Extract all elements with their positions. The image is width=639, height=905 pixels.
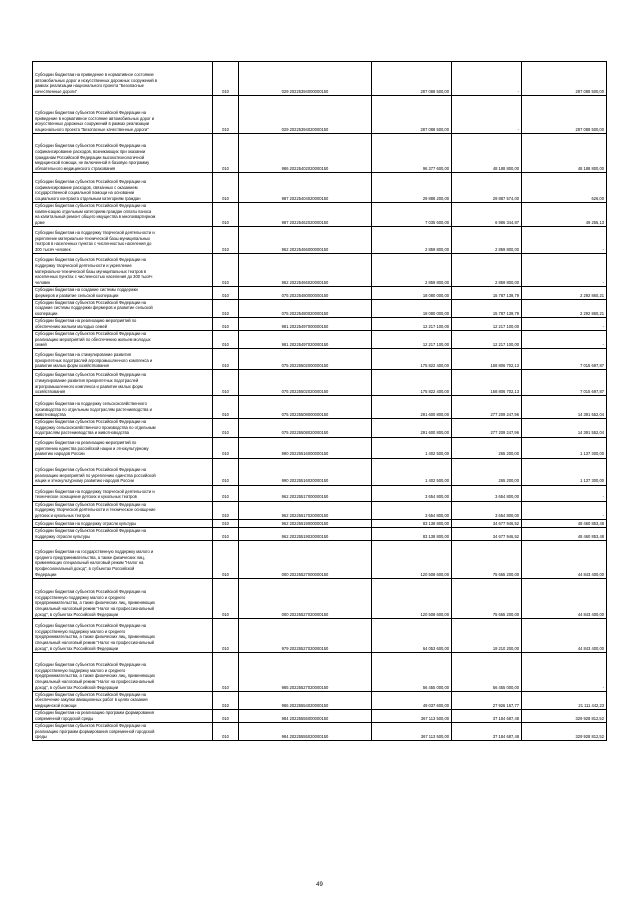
row-budget-code: 962 20225517020000150 bbox=[239, 501, 372, 519]
table-row bbox=[33, 253, 607, 286]
row-executed-amount: 19 210 200,00 bbox=[452, 618, 522, 652]
table-row bbox=[33, 226, 607, 253]
row-line-code: 010 bbox=[213, 458, 239, 485]
row-budget-code: 962 20225466020000150 bbox=[239, 253, 372, 286]
row-executed-amount: 75 665 200,00 bbox=[452, 540, 522, 578]
row-unexecuted-amount: - bbox=[522, 485, 607, 501]
row-description: Субсидии бюджетам субъектов Российской Федерации на реализацию мероприятий по укреплению единства российской нации и этнокультурному развитию народов России bbox=[33, 458, 213, 485]
table-row bbox=[33, 370, 607, 396]
row-approved-amount: 83 138 800,00 bbox=[372, 528, 452, 541]
table-row bbox=[33, 618, 607, 652]
row-executed-amount: 34 677 946,52 bbox=[452, 528, 522, 541]
row-unexecuted-amount: 7 015 697,87 bbox=[522, 370, 607, 396]
row-executed-amount: 265 200,00 bbox=[452, 458, 522, 485]
row-executed-amount: 6 986 344,87 bbox=[452, 203, 522, 227]
row-executed-amount: 27 926 157,77 bbox=[452, 691, 522, 709]
row-description: Субсидии бюджетам субъектов Российской Федерации на поддержку сельскохозяйственного производства по отдельным подотраслям растениеводства и животноводства bbox=[33, 419, 213, 437]
row-approved-amount: 291 600 800,00 bbox=[372, 419, 452, 437]
row-description: Субсидии бюджетам субъектов Российской Федерации на создание системы поддержки фермеров и развитие сельской кооперации bbox=[33, 299, 213, 317]
row-description: Субсидии бюджетам на реализацию мероприятий по укреплению единства российской нации и этнокультурному развитию народов России bbox=[33, 437, 213, 458]
row-approved-amount: 2 859 800,00 bbox=[372, 226, 452, 253]
row-approved-amount: 287 088 500,00 bbox=[372, 96, 452, 134]
row-executed-amount: 29 887 574,00 bbox=[452, 173, 522, 203]
row-executed-amount: 277 209 247,96 bbox=[452, 396, 522, 419]
row-description: Субсидии бюджетам на поддержку творческой деятельности и укрепление материально-технической базы муниципальных театров в населенных пунктах с численностью населения до 300 тысяч человек bbox=[33, 226, 213, 253]
row-executed-amount: 168 806 702,13 bbox=[452, 370, 522, 396]
row-budget-code: 075 20225480020000150 bbox=[239, 299, 372, 317]
budget-table bbox=[32, 61, 607, 741]
row-approved-amount: 175 822 400,00 bbox=[372, 370, 452, 396]
row-approved-amount: 12 217 100,00 bbox=[372, 330, 452, 348]
table-row bbox=[33, 458, 607, 485]
row-unexecuted-amount: 7 015 697,87 bbox=[522, 349, 607, 370]
budget-table-body bbox=[33, 62, 607, 741]
row-line-code: 010 bbox=[213, 419, 239, 437]
table-row bbox=[33, 722, 607, 740]
row-unexecuted-amount: 48 188 800,00 bbox=[522, 134, 607, 173]
row-line-code: 010 bbox=[213, 501, 239, 519]
row-budget-code: 990 20225516000000150 bbox=[239, 437, 372, 458]
table-row bbox=[33, 419, 607, 437]
row-executed-amount: 265 200,00 bbox=[452, 437, 522, 458]
row-approved-amount: 3 654 800,00 bbox=[372, 501, 452, 519]
row-unexecuted-amount: - bbox=[522, 253, 607, 286]
row-budget-code: 962 20225519020000150 bbox=[239, 528, 372, 541]
row-budget-code: 075 20225502000000150 bbox=[239, 349, 372, 370]
row-budget-code: 986 20225554020000150 bbox=[239, 691, 372, 709]
row-description: Субсидии бюджетам субъектов Российской Федерации на реализацию программ формирования современной городской среды bbox=[33, 722, 213, 740]
table-row bbox=[33, 520, 607, 528]
row-description: Субсидии бюджетам на реализацию программ формирования современной городской среды bbox=[33, 710, 213, 723]
row-approved-amount: 175 822 400,00 bbox=[372, 349, 452, 370]
row-line-code: 010 bbox=[213, 652, 239, 691]
table-row bbox=[33, 173, 607, 203]
table-row bbox=[33, 437, 607, 458]
row-budget-code: 979 20225527020000150 bbox=[239, 618, 372, 652]
row-budget-code: 987 20225404020000150 bbox=[239, 173, 372, 203]
row-approved-amount: 291 600 800,00 bbox=[372, 396, 452, 419]
row-description: Субсидии бюджетам субъектов Российской Федерации на реализацию мероприятий по обеспечению жильем молодых семей bbox=[33, 330, 213, 348]
row-line-code: 010 bbox=[213, 134, 239, 173]
row-description: Субсидии бюджетам на поддержку сельскохозяйственного производства по отдельным подотраслям растениеводства и животноводства bbox=[33, 396, 213, 419]
row-budget-code: 962 20225517000000150 bbox=[239, 485, 372, 501]
row-unexecuted-amount: 21 111 442,23 bbox=[522, 691, 607, 709]
row-executed-amount: 15 787 139,79 bbox=[452, 286, 522, 299]
row-approved-amount: 2 859 800,00 bbox=[372, 253, 452, 286]
row-executed-amount: 48 188 800,00 bbox=[452, 134, 522, 173]
row-description: Субсидии бюджетам субъектов Российской Федерации на стимулирование развития приоритетных подотраслей агропромышленного комплекса и развитие малых форм хозяйствования bbox=[33, 370, 213, 396]
row-description: Субсидии бюджетам на создание системы поддержки фермеров и развитие сельской кооперации bbox=[33, 286, 213, 299]
row-budget-code: 962 20225519000000150 bbox=[239, 520, 372, 528]
row-line-code: 010 bbox=[213, 618, 239, 652]
table-row bbox=[33, 203, 607, 227]
row-line-code: 010 bbox=[213, 437, 239, 458]
row-executed-amount: 34 677 946,52 bbox=[452, 520, 522, 528]
row-unexecuted-amount: 329 928 812,52 bbox=[522, 710, 607, 723]
table-row bbox=[33, 396, 607, 419]
row-description: Субсидии бюджетам субъектов Российской Федерации на государственную поддержку малого и среднего предпринимательства, а также физических лиц, применяющих специальный налоговый режим "Налог на профессиональный доход", в субъектах Российской Федерации bbox=[33, 652, 213, 691]
row-budget-code: 962 20225466000000150 bbox=[239, 226, 372, 253]
row-line-code: 010 bbox=[213, 396, 239, 419]
row-approved-amount: 83 138 800,00 bbox=[372, 520, 452, 528]
row-line-code: 010 bbox=[213, 370, 239, 396]
row-budget-code: 000 20225527000000150 bbox=[239, 540, 372, 578]
row-approved-amount: 56 455 000,00 bbox=[372, 652, 452, 691]
row-executed-amount: 12 217 100,00 bbox=[452, 330, 522, 348]
row-line-code: 010 bbox=[213, 299, 239, 317]
row-budget-code: 029 20225394020000150 bbox=[239, 96, 372, 134]
row-description: Субсидии бюджетам субъектов Российской Федерации на поддержку отрасли культуры bbox=[33, 528, 213, 541]
row-description: Субсидии бюджетам субъектов Российской Федерации на софинансирование расходов, возникающих при оказании гражданам Российской Федерации высокотехнологичной медицинской помощи, не включенной в базовую программу обязательного медицинского страхования bbox=[33, 134, 213, 173]
table-row bbox=[33, 299, 607, 317]
row-line-code: 010 bbox=[213, 173, 239, 203]
row-line-code: 010 bbox=[213, 691, 239, 709]
row-executed-amount: 3 654 800,00 bbox=[452, 485, 522, 501]
row-budget-code: 075 20225508000000150 bbox=[239, 396, 372, 419]
row-approved-amount: 287 088 500,00 bbox=[372, 62, 452, 96]
row-description: Субсидии бюджетам субъектов Российской Федерации на поддержку творческой деятельности и укрепление материально-технической базы муниципальных театров в населенных пунктах с численностью населения до 300 тысяч человек bbox=[33, 253, 213, 286]
row-executed-amount: 3 654 800,00 bbox=[452, 501, 522, 519]
row-unexecuted-amount: - bbox=[522, 652, 607, 691]
table-row bbox=[33, 652, 607, 691]
table-row bbox=[33, 578, 607, 618]
row-approved-amount: 1 402 500,00 bbox=[372, 437, 452, 458]
row-description: Субсидии бюджетам на приведение в нормативное состояние автомобильных дорог и искусственных дорожных сооружений в рамках реализации национального проекта "Безопасные качественные дороги" bbox=[33, 62, 213, 96]
row-approved-amount: 96 377 600,00 bbox=[372, 134, 452, 173]
row-unexecuted-amount: 48 460 853,48 bbox=[522, 528, 607, 541]
row-description: Субсидии бюджетам на поддержку отрасли культуры bbox=[33, 520, 213, 528]
table-row bbox=[33, 540, 607, 578]
row-approved-amount: 49 037 600,00 bbox=[372, 691, 452, 709]
row-executed-amount: 37 184 687,48 bbox=[452, 722, 522, 740]
row-approved-amount: 18 080 000,00 bbox=[372, 286, 452, 299]
row-executed-amount: 15 787 139,79 bbox=[452, 299, 522, 317]
row-budget-code: 986 20225402020000150 bbox=[239, 134, 372, 173]
row-description: Субсидии бюджетам субъектов Российской Федерации на государственную поддержку малого и среднего предпринимательства, а также физических лиц, применяющих специальный налоговый режим "Налог на профессиональный доход", в субъектах Российской Федерации bbox=[33, 578, 213, 618]
row-unexecuted-amount: 14 391 552,04 bbox=[522, 396, 607, 419]
row-line-code: 010 bbox=[213, 710, 239, 723]
row-budget-code: 075 20225480000000150 bbox=[239, 286, 372, 299]
table-row bbox=[33, 691, 607, 709]
row-approved-amount: 64 053 600,00 bbox=[372, 618, 452, 652]
row-line-code: 010 bbox=[213, 520, 239, 528]
row-unexecuted-amount: - bbox=[522, 226, 607, 253]
row-budget-code: 075 20225508020000150 bbox=[239, 419, 372, 437]
row-unexecuted-amount: 287 088 500,00 bbox=[522, 96, 607, 134]
row-description: Субсидии бюджетам на реализацию мероприятий по обеспечению жильем молодых семей bbox=[33, 318, 213, 331]
row-approved-amount: 1 402 500,00 bbox=[372, 458, 452, 485]
row-unexecuted-amount: 44 843 400,00 bbox=[522, 578, 607, 618]
table-row bbox=[33, 501, 607, 519]
row-line-code: 010 bbox=[213, 540, 239, 578]
row-unexecuted-amount: 1 137 300,00 bbox=[522, 458, 607, 485]
row-line-code: 010 bbox=[213, 318, 239, 331]
row-executed-amount: 2 859 800,00 bbox=[452, 226, 522, 253]
row-unexecuted-amount: 2 292 860,21 bbox=[522, 299, 607, 317]
row-description: Субсидии бюджетам субъектов Российской Федерации на компенсацию отдельным категориям граждан оплаты взноса на капитальный ремонт общего имущества в многоквартирном доме bbox=[33, 203, 213, 227]
row-executed-amount: 37 184 687,48 bbox=[452, 710, 522, 723]
table-row bbox=[33, 318, 607, 331]
row-approved-amount: 3 654 800,00 bbox=[372, 485, 452, 501]
row-unexecuted-amount: 626,00 bbox=[522, 173, 607, 203]
row-line-code: 010 bbox=[213, 286, 239, 299]
row-unexecuted-amount: - bbox=[522, 330, 607, 348]
table-row bbox=[33, 330, 607, 348]
row-line-code: 010 bbox=[213, 226, 239, 253]
table-row bbox=[33, 528, 607, 541]
row-budget-code: 987 20225462020000150 bbox=[239, 203, 372, 227]
row-approved-amount: 29 888 200,00 bbox=[372, 173, 452, 203]
row-executed-amount: 12 217 100,00 bbox=[452, 318, 522, 331]
row-description: Субсидии бюджетам на поддержку творческой деятельности и техническое оснащение детских и кукольных театров bbox=[33, 485, 213, 501]
row-approved-amount: 367 113 500,00 bbox=[372, 722, 452, 740]
row-description: Субсидии бюджетам субъектов Российской Федерации на обеспечение закупки авиационных работ в целях оказания медицинской помощи bbox=[33, 691, 213, 709]
row-unexecuted-amount: 49 255,13 bbox=[522, 203, 607, 227]
table-row bbox=[33, 349, 607, 370]
table-row bbox=[33, 286, 607, 299]
row-line-code: 010 bbox=[213, 722, 239, 740]
row-budget-code: 000 20225527020000150 bbox=[239, 578, 372, 618]
row-approved-amount: 120 508 600,00 bbox=[372, 540, 452, 578]
row-executed-amount: 56 455 000,00 bbox=[452, 652, 522, 691]
table-row bbox=[33, 485, 607, 501]
row-approved-amount: 367 113 500,00 bbox=[372, 710, 452, 723]
row-description: Субсидии бюджетам субъектов Российской Федерации на поддержку творческой деятельности и техническое оснащение детских и кукольных театров bbox=[33, 501, 213, 519]
row-executed-amount: - bbox=[452, 62, 522, 96]
row-description: Субсидии бюджетам на государственную поддержку малого и среднего предпринимательства, а также физических лиц, применяющих специальный налоговый режим "Налог на профессиональный доход", в субъектах Российской Федерации bbox=[33, 540, 213, 578]
row-approved-amount: 7 035 600,00 bbox=[372, 203, 452, 227]
row-executed-amount: 168 806 702,13 bbox=[452, 349, 522, 370]
row-unexecuted-amount: - bbox=[522, 318, 607, 331]
row-budget-code: 981 20225497000000150 bbox=[239, 318, 372, 331]
table-row bbox=[33, 96, 607, 134]
table-row bbox=[33, 62, 607, 96]
row-line-code: 010 bbox=[213, 253, 239, 286]
row-line-code: 010 bbox=[213, 485, 239, 501]
row-approved-amount: 18 080 000,00 bbox=[372, 299, 452, 317]
row-budget-code: 985 20225527020000150 bbox=[239, 652, 372, 691]
row-unexecuted-amount: 1 137 300,00 bbox=[522, 437, 607, 458]
table-row bbox=[33, 134, 607, 173]
page-number: 49 bbox=[316, 882, 323, 888]
row-executed-amount: 75 665 200,00 bbox=[452, 578, 522, 618]
row-unexecuted-amount: 14 391 552,04 bbox=[522, 419, 607, 437]
row-approved-amount: 120 508 600,00 bbox=[372, 578, 452, 618]
row-budget-code: 981 20225497020000150 bbox=[239, 330, 372, 348]
row-line-code: 010 bbox=[213, 528, 239, 541]
row-description: Субсидии бюджетам субъектов Российской Федерации на приведение в нормативное состояние автомобильных дорог и искусственных дорожных сооружений в рамках реализации национального проекта "Безопасные качественные дороги" bbox=[33, 96, 213, 134]
row-executed-amount: 277 209 247,96 bbox=[452, 419, 522, 437]
row-unexecuted-amount: 44 843 400,00 bbox=[522, 618, 607, 652]
row-unexecuted-amount: 329 928 812,52 bbox=[522, 722, 607, 740]
row-budget-code: 984 20225555000000150 bbox=[239, 710, 372, 723]
row-budget-code: 984 20225555020000150 bbox=[239, 722, 372, 740]
row-executed-amount: - bbox=[452, 96, 522, 134]
row-budget-code: 029 20225394000000150 bbox=[239, 62, 372, 96]
row-unexecuted-amount: 48 460 853,48 bbox=[522, 520, 607, 528]
row-description: Субсидии бюджетам субъектов Российской Федерации на государственную поддержку малого и среднего предпринимательства, а также физических лиц, применяющих специальный налоговый режим "Налог на профессиональный доход", в субъектах Российской Федерации bbox=[33, 618, 213, 652]
row-description: Субсидии бюджетам субъектов Российской Федерации на софинансирование расходов, связанных с оказанием государственной социальной помощи на основании социального контракта отдельным категориям граждан bbox=[33, 173, 213, 203]
row-budget-code: 990 20225516020000150 bbox=[239, 458, 372, 485]
row-approved-amount: 12 217 100,00 bbox=[372, 318, 452, 331]
row-unexecuted-amount: 2 292 860,21 bbox=[522, 286, 607, 299]
row-line-code: 010 bbox=[213, 578, 239, 618]
row-unexecuted-amount: - bbox=[522, 501, 607, 519]
row-line-code: 010 bbox=[213, 203, 239, 227]
row-line-code: 010 bbox=[213, 349, 239, 370]
row-unexecuted-amount: 44 843 400,00 bbox=[522, 540, 607, 578]
row-line-code: 010 bbox=[213, 96, 239, 134]
row-line-code: 010 bbox=[213, 62, 239, 96]
row-budget-code: 075 20225502020000150 bbox=[239, 370, 372, 396]
row-description: Субсидии бюджетам на стимулирование развития приоритетных подотраслей агропромышленного комплекса и развитие малых форм хозяйствования bbox=[33, 349, 213, 370]
row-unexecuted-amount: 287 088 500,00 bbox=[522, 62, 607, 96]
row-executed-amount: 2 859 800,00 bbox=[452, 253, 522, 286]
table-row bbox=[33, 710, 607, 723]
row-line-code: 010 bbox=[213, 330, 239, 348]
